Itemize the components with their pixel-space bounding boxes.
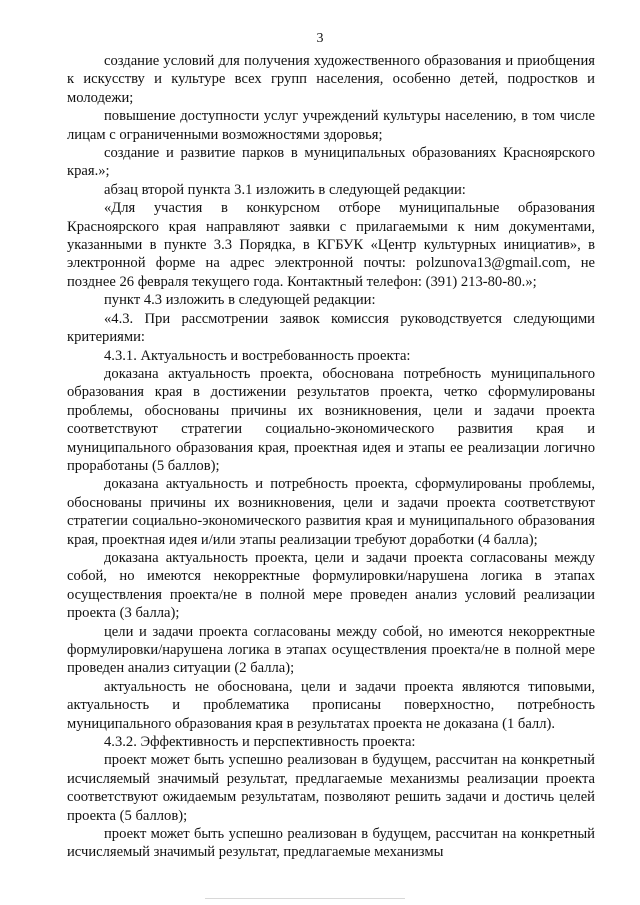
- paragraph: актуальность не обоснована, цели и задачи проекта являются типовыми, актуальность и проблематика прописаны поверхностно, потребность муниципального образования края в результатах проекта не доказана (1 балл).: [67, 678, 595, 732]
- paragraph: пункт 4.3 изложить в следующей редакции:: [104, 292, 376, 309]
- paragraph: повышение доступности услуг учреждений культуры населению, в том числе лицам с ограниченными возможностями здоровья;: [67, 108, 595, 143]
- paragraph: 4.3.1. Актуальность и востребованность проекта:: [104, 347, 411, 364]
- paragraph: проект может быть успешно реализован в будущем, рассчитан на конкретный исчисляемый значимый результат, предлагаемые механизмы: [67, 826, 595, 861]
- paragraph: доказана актуальность и потребность проекта, сформулированы проблемы, обоснованы причины их возникновения, цели и задачи проекта соответствуют стратегии социально-экономического развития края и муниципального образования края, проектная идея и/или этапы реализации требуют доработки (4 балла);: [67, 476, 595, 548]
- paragraph: доказана актуальность проекта, обоснована потребность муниципального образования края в достижении результатов проекта, четко сформулированы проблемы, обоснованы причины их возникновения, цели и задачи проекта соответствуют стратегии социально-экономического развития края и муниципального образования края, проектная идея и этапы ее реализации логично проработаны (5 баллов);: [67, 365, 595, 474]
- paragraph: 4.3.2. Эффективность и перспективность проекта:: [104, 734, 416, 751]
- page-number: 3: [316, 31, 324, 46]
- paragraph: доказана актуальность проекта, цели и задачи проекта согласованы между собой, но имеются некорректные формулировки/нарушена логика в этапах осуществления проекта/не в полной мере проведен анализ условий реализации проекта (3 балла);: [67, 549, 595, 622]
- paragraph: «Для участия в конкурсном отборе муниципальные образования Красноярского края направляют заявки с прилагаемыми к ним документами, указанными в пункте 3.3 Порядка, в КГБУК «Центр культурных инициатив», в электронной форме на адрес электронной почты: polzunova13@gmail.com, не позднее 26 февраля текущего года. Контактный телефон: (391) 213-80-80.»;: [67, 200, 595, 290]
- bottom-divider: [205, 898, 405, 899]
- paragraph: создание и развитие парков в муниципальных образованиях Красноярского края.»;: [67, 145, 595, 180]
- paragraph: «4.3. При рассмотрении заявок комиссия руководствуется следующими критериями:: [67, 310, 595, 346]
- paragraph: проект может быть успешно реализован в будущем, рассчитан на конкретный исчисляемый значимый результат, предлагаемые механизмы реализации проекта соответствуют ожидаемым результатам, позволяют решить задачи и достичь целей проекта (5 баллов);: [67, 752, 595, 824]
- paragraph: абзац второй пункта 3.1 изложить в следующей редакции:: [104, 181, 466, 198]
- document-body: [67, 52, 595, 862]
- paragraph: цели и задачи проекта согласованы между собой, но имеются некорректные формулировки/нарушена логика в этапах осуществления проекта/не в полной мере проведен анализ ситуации (2 балла);: [67, 623, 595, 677]
- paragraph: создание условий для получения художественного образования и приобщения к искусству и культуре всех групп населения, особенно детей, подростков и молодежи;: [67, 53, 595, 106]
